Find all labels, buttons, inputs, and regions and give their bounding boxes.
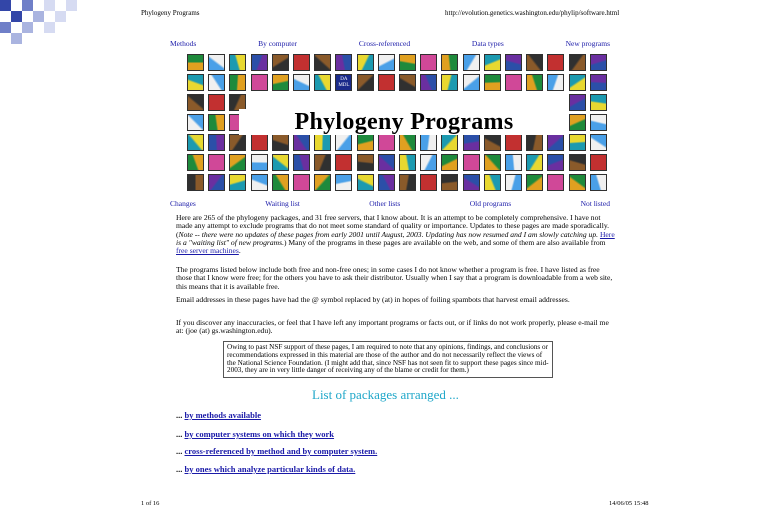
program-icon-tile[interactable] xyxy=(505,174,522,191)
intro-paragraph-1: Here are 265 of the phylogeny packages, and 31 free servers, that I know about. It is an attempt to be completely comprehensive. I have not made any attempt to exclude programs that do not meet some standard of quality or importance. Updates to these pages are made sporadically. (Note -- there were no updates of these pages from early 2001 until August, 2003. Updating has now resumed and I am slowly catching up. Here is a "waiting list" of new programs.) Many of the programs in these pages are available on the web, and some of them are also available from free server machines. xyxy=(176,213,615,256)
page-header-title: Phylogeny Programs xyxy=(141,9,200,17)
nav-old-programs[interactable]: Old programs xyxy=(469,199,512,208)
program-icon-tile[interactable] xyxy=(272,154,289,171)
program-icon-tile[interactable] xyxy=(547,54,564,71)
program-icon-tile[interactable] xyxy=(569,54,586,71)
program-icon-tile[interactable] xyxy=(569,94,586,111)
list-item xyxy=(176,446,377,456)
corner-checker-square xyxy=(55,11,66,22)
program-icon-tile[interactable] xyxy=(505,154,522,171)
program-icon-tile[interactable] xyxy=(208,154,225,171)
nav-other-lists[interactable]: Other lists xyxy=(369,199,401,208)
program-icon-tile[interactable] xyxy=(187,134,204,151)
intro-paragraph-4: If you discover any inaccuracies, or feel that I have left any important programs or facts out, or if links do not work properly, please e-mail me at: (joe (at) gs.washington.edu). xyxy=(176,318,609,336)
program-icon-tile[interactable] xyxy=(441,174,458,191)
top-nav xyxy=(170,39,610,48)
intro-text: Here are 265 of the phylogeny packages, and 31 free servers, that I know about. It is an attempt to be completely comprehensive. I have not made any attempt to exclude programs that do not meet some standard of quality or importance. Updates to these pages are made sporadically. ( xyxy=(176,213,610,239)
program-icon-tile[interactable] xyxy=(378,134,395,151)
program-icon-tile[interactable] xyxy=(187,154,204,171)
program-icon-tile[interactable] xyxy=(590,174,607,191)
program-icon-tile[interactable] xyxy=(357,154,374,171)
program-icon-tile[interactable] xyxy=(399,134,416,151)
program-icon-tile[interactable] xyxy=(420,134,437,151)
program-icon-tile[interactable] xyxy=(569,114,586,131)
nav-data-types[interactable]: Data types xyxy=(471,39,504,48)
program-icon-tile[interactable] xyxy=(547,154,564,171)
corner-checker-square xyxy=(66,0,77,11)
page-footer-number: 1 of 16 xyxy=(141,500,160,507)
program-icon-tile[interactable] xyxy=(463,154,480,171)
program-icon-tile[interactable] xyxy=(272,74,289,91)
corner-checker-decoration xyxy=(0,0,130,50)
program-icon-tile[interactable] xyxy=(441,154,458,171)
program-icon-tile[interactable] xyxy=(463,54,480,71)
list-item-prefix: ... xyxy=(176,464,185,474)
corner-checker-square xyxy=(22,22,33,33)
program-icon-tile[interactable] xyxy=(590,114,607,131)
intro-tail: ) Many of the programs in these pages are available on the web, and some of them are also available from xyxy=(284,237,606,247)
program-icon-tile[interactable] xyxy=(187,74,204,91)
program-icon-tile[interactable] xyxy=(187,114,204,131)
program-icon-tile[interactable] xyxy=(484,134,501,151)
program-icon-tile[interactable] xyxy=(590,74,607,91)
program-icon-tile[interactable] xyxy=(399,174,416,191)
program-icon-tile[interactable] xyxy=(272,174,289,191)
program-icon-tile[interactable] xyxy=(420,174,437,191)
corner-checker-square xyxy=(44,22,55,33)
program-icon-tile[interactable] xyxy=(399,154,416,171)
program-icon-tile[interactable] xyxy=(357,54,374,71)
corner-checker-square xyxy=(22,0,33,11)
list-link-cross-referenced[interactable]: cross-referenced by method and by computer system. xyxy=(184,446,378,456)
page-header-url: http://evolution.genetics.washington.edu/phylip/software.html xyxy=(445,9,620,17)
program-icon-tile[interactable] xyxy=(463,74,480,91)
program-icon-tile[interactable] xyxy=(251,134,268,151)
list-link-computer-systems[interactable]: by computer systems on which they work xyxy=(184,429,335,439)
list-item-prefix: ... xyxy=(176,410,185,420)
list-item xyxy=(176,429,334,439)
program-icon-tile[interactable] xyxy=(526,154,543,171)
program-icon-tile[interactable] xyxy=(314,134,331,151)
program-icon-tile[interactable] xyxy=(187,54,204,71)
program-icon-tile[interactable] xyxy=(463,174,480,191)
program-icon-tile[interactable] xyxy=(293,74,310,91)
program-icon-tile[interactable] xyxy=(208,174,225,191)
program-icon-tile[interactable] xyxy=(357,74,374,91)
program-icon-tile[interactable] xyxy=(293,54,310,71)
program-icon-tile[interactable] xyxy=(420,154,437,171)
page-footer-date: 14/06/05 15:48 xyxy=(609,500,649,507)
program-icon-tile[interactable] xyxy=(229,174,246,191)
list-item-prefix: ... xyxy=(176,429,185,439)
banner-title: Phylogeny Programs xyxy=(239,109,569,135)
program-icon-tile[interactable] xyxy=(484,174,501,191)
corner-checker-square xyxy=(11,33,22,44)
program-icon-tile[interactable] xyxy=(335,154,352,171)
program-icon-tile[interactable] xyxy=(547,174,564,191)
list-link-data-kinds[interactable]: by ones which analyze particular kinds of data. xyxy=(184,464,356,474)
program-icon-tile[interactable] xyxy=(272,134,289,151)
nav-by-computer[interactable]: By computer xyxy=(258,39,298,48)
corner-checker-square xyxy=(0,0,11,11)
program-icon-tile[interactable] xyxy=(229,74,246,91)
program-icon-tile[interactable] xyxy=(569,154,586,171)
program-icon-tile[interactable] xyxy=(293,154,310,171)
program-icon-tile[interactable] xyxy=(335,54,352,71)
program-icon-tile[interactable] xyxy=(378,74,395,91)
program-icon-tile[interactable] xyxy=(420,74,437,91)
nav-not-listed[interactable]: Not listed xyxy=(580,199,610,208)
program-icon-tile[interactable] xyxy=(463,134,480,151)
program-icon-tile[interactable] xyxy=(590,154,607,171)
program-icon-tile[interactable] xyxy=(251,54,268,71)
program-icon-tile[interactable] xyxy=(420,54,437,71)
free-servers-link[interactable]: free server machines xyxy=(176,246,239,256)
program-icon-tile[interactable] xyxy=(441,54,458,71)
program-icon-tile[interactable] xyxy=(569,74,586,91)
program-icon-tile[interactable] xyxy=(484,74,501,91)
program-icon-tile[interactable] xyxy=(590,54,607,71)
da-mdl-badge[interactable]: DA MDL xyxy=(335,74,352,91)
program-icon-tile[interactable] xyxy=(505,74,522,91)
program-icon-tile[interactable] xyxy=(590,94,607,111)
program-icon-tile[interactable] xyxy=(251,74,268,91)
nav-new-programs[interactable]: New programs xyxy=(565,39,610,48)
program-icon-tile[interactable] xyxy=(357,134,374,151)
nav-cross-referenced[interactable]: Cross-referenced xyxy=(358,39,411,48)
program-icon-tile[interactable] xyxy=(526,54,543,71)
program-icon-tile[interactable] xyxy=(378,54,395,71)
list-heading: List of packages arranged ... xyxy=(312,387,459,402)
program-icon-tile[interactable] xyxy=(378,174,395,191)
nav-waiting-list[interactable]: Waiting list xyxy=(265,199,300,208)
program-icon-tile[interactable] xyxy=(229,54,246,71)
intro-paragraph-3: Email addresses in these pages have had the @ symbol replaced by (at) in hopes of foiling spambots that harvest email addresses. xyxy=(176,295,570,304)
program-icon-tile[interactable] xyxy=(293,174,310,191)
program-icon-tile[interactable] xyxy=(208,74,225,91)
intro-note: Note -- there were no updates of these pages from early 2001 until August, 2003. Updating has now resumed and I am slowly catching up. xyxy=(178,229,599,239)
nav-changes[interactable]: Changes xyxy=(170,199,196,208)
list-item xyxy=(176,410,261,420)
program-icon-tile[interactable] xyxy=(505,54,522,71)
bottom-nav xyxy=(170,199,610,208)
list-item xyxy=(176,464,355,474)
program-icon-tile[interactable] xyxy=(399,54,416,71)
program-icon-tile[interactable] xyxy=(229,154,246,171)
program-icon-tile[interactable] xyxy=(208,94,225,111)
program-icon-tile[interactable] xyxy=(569,174,586,191)
program-icon-tile[interactable] xyxy=(378,154,395,171)
program-icon-tile[interactable] xyxy=(187,174,204,191)
program-icon-tile[interactable] xyxy=(569,134,586,151)
program-icon-tile[interactable] xyxy=(314,54,331,71)
program-icon-tile[interactable] xyxy=(441,74,458,91)
program-icon-tile[interactable] xyxy=(590,134,607,151)
program-icon-tile[interactable] xyxy=(314,74,331,91)
program-icon-tile[interactable] xyxy=(526,74,543,91)
program-icon-tile[interactable] xyxy=(441,134,458,151)
program-icon-tile[interactable] xyxy=(505,134,522,151)
program-icon-tile[interactable] xyxy=(251,154,268,171)
program-icon-tile[interactable] xyxy=(484,54,501,71)
program-icon-tile[interactable] xyxy=(293,134,310,151)
program-icon-tile[interactable] xyxy=(335,174,352,191)
list-item-prefix: ... xyxy=(176,446,185,456)
program-icon-tile[interactable] xyxy=(335,134,352,151)
program-icon-tile[interactable] xyxy=(208,54,225,71)
nsf-note-box: Owing to past NSF support of these pages, I am required to note that any opinions, findings, and conclusions or recommendations expressed in this material are those of the author and do not necessarily reflect the views of the National Science Foundation. (I might add that, since NSF has not seen fit to support these pages since mid-2003, they are in very little danger of receiving any of the blame or credit for them.) xyxy=(223,341,553,378)
corner-checker-square xyxy=(11,11,22,22)
corner-checker-square xyxy=(0,22,11,33)
program-icon-tile[interactable] xyxy=(251,174,268,191)
nav-methods[interactable]: Methods xyxy=(170,39,197,48)
list-link-methods[interactable]: by methods available xyxy=(184,410,262,420)
program-icon-tile[interactable] xyxy=(399,74,416,91)
program-icon-tile[interactable] xyxy=(314,154,331,171)
program-icon-tile[interactable] xyxy=(187,94,204,111)
intro-paragraph-2: The programs listed below include both free and non-free ones; in some cases I do not know whether a program is free. I have listed as free those that I know were free; for the others you have to ask their distributor. Usually when I say that a program is downloadable from a web site, this means that it is available free. xyxy=(176,265,613,291)
waiting-list-link[interactable]: Here xyxy=(599,229,615,239)
program-icon-tile[interactable] xyxy=(272,54,289,71)
program-icon-tile[interactable] xyxy=(357,174,374,191)
program-icon-tile[interactable] xyxy=(526,174,543,191)
corner-checker-square xyxy=(33,11,44,22)
corner-checker-square xyxy=(44,0,55,11)
program-icon-tile[interactable] xyxy=(547,134,564,151)
program-icon-tile[interactable] xyxy=(547,74,564,91)
program-icon-tile[interactable] xyxy=(526,134,543,151)
program-icon-tile[interactable] xyxy=(484,154,501,171)
program-icon-tile[interactable] xyxy=(229,134,246,151)
program-icon-tile[interactable] xyxy=(208,114,225,131)
intro-note-2: is a "waiting list" of new programs. xyxy=(176,237,284,247)
program-icon-tile[interactable] xyxy=(208,134,225,151)
program-icon-tile[interactable] xyxy=(314,174,331,191)
